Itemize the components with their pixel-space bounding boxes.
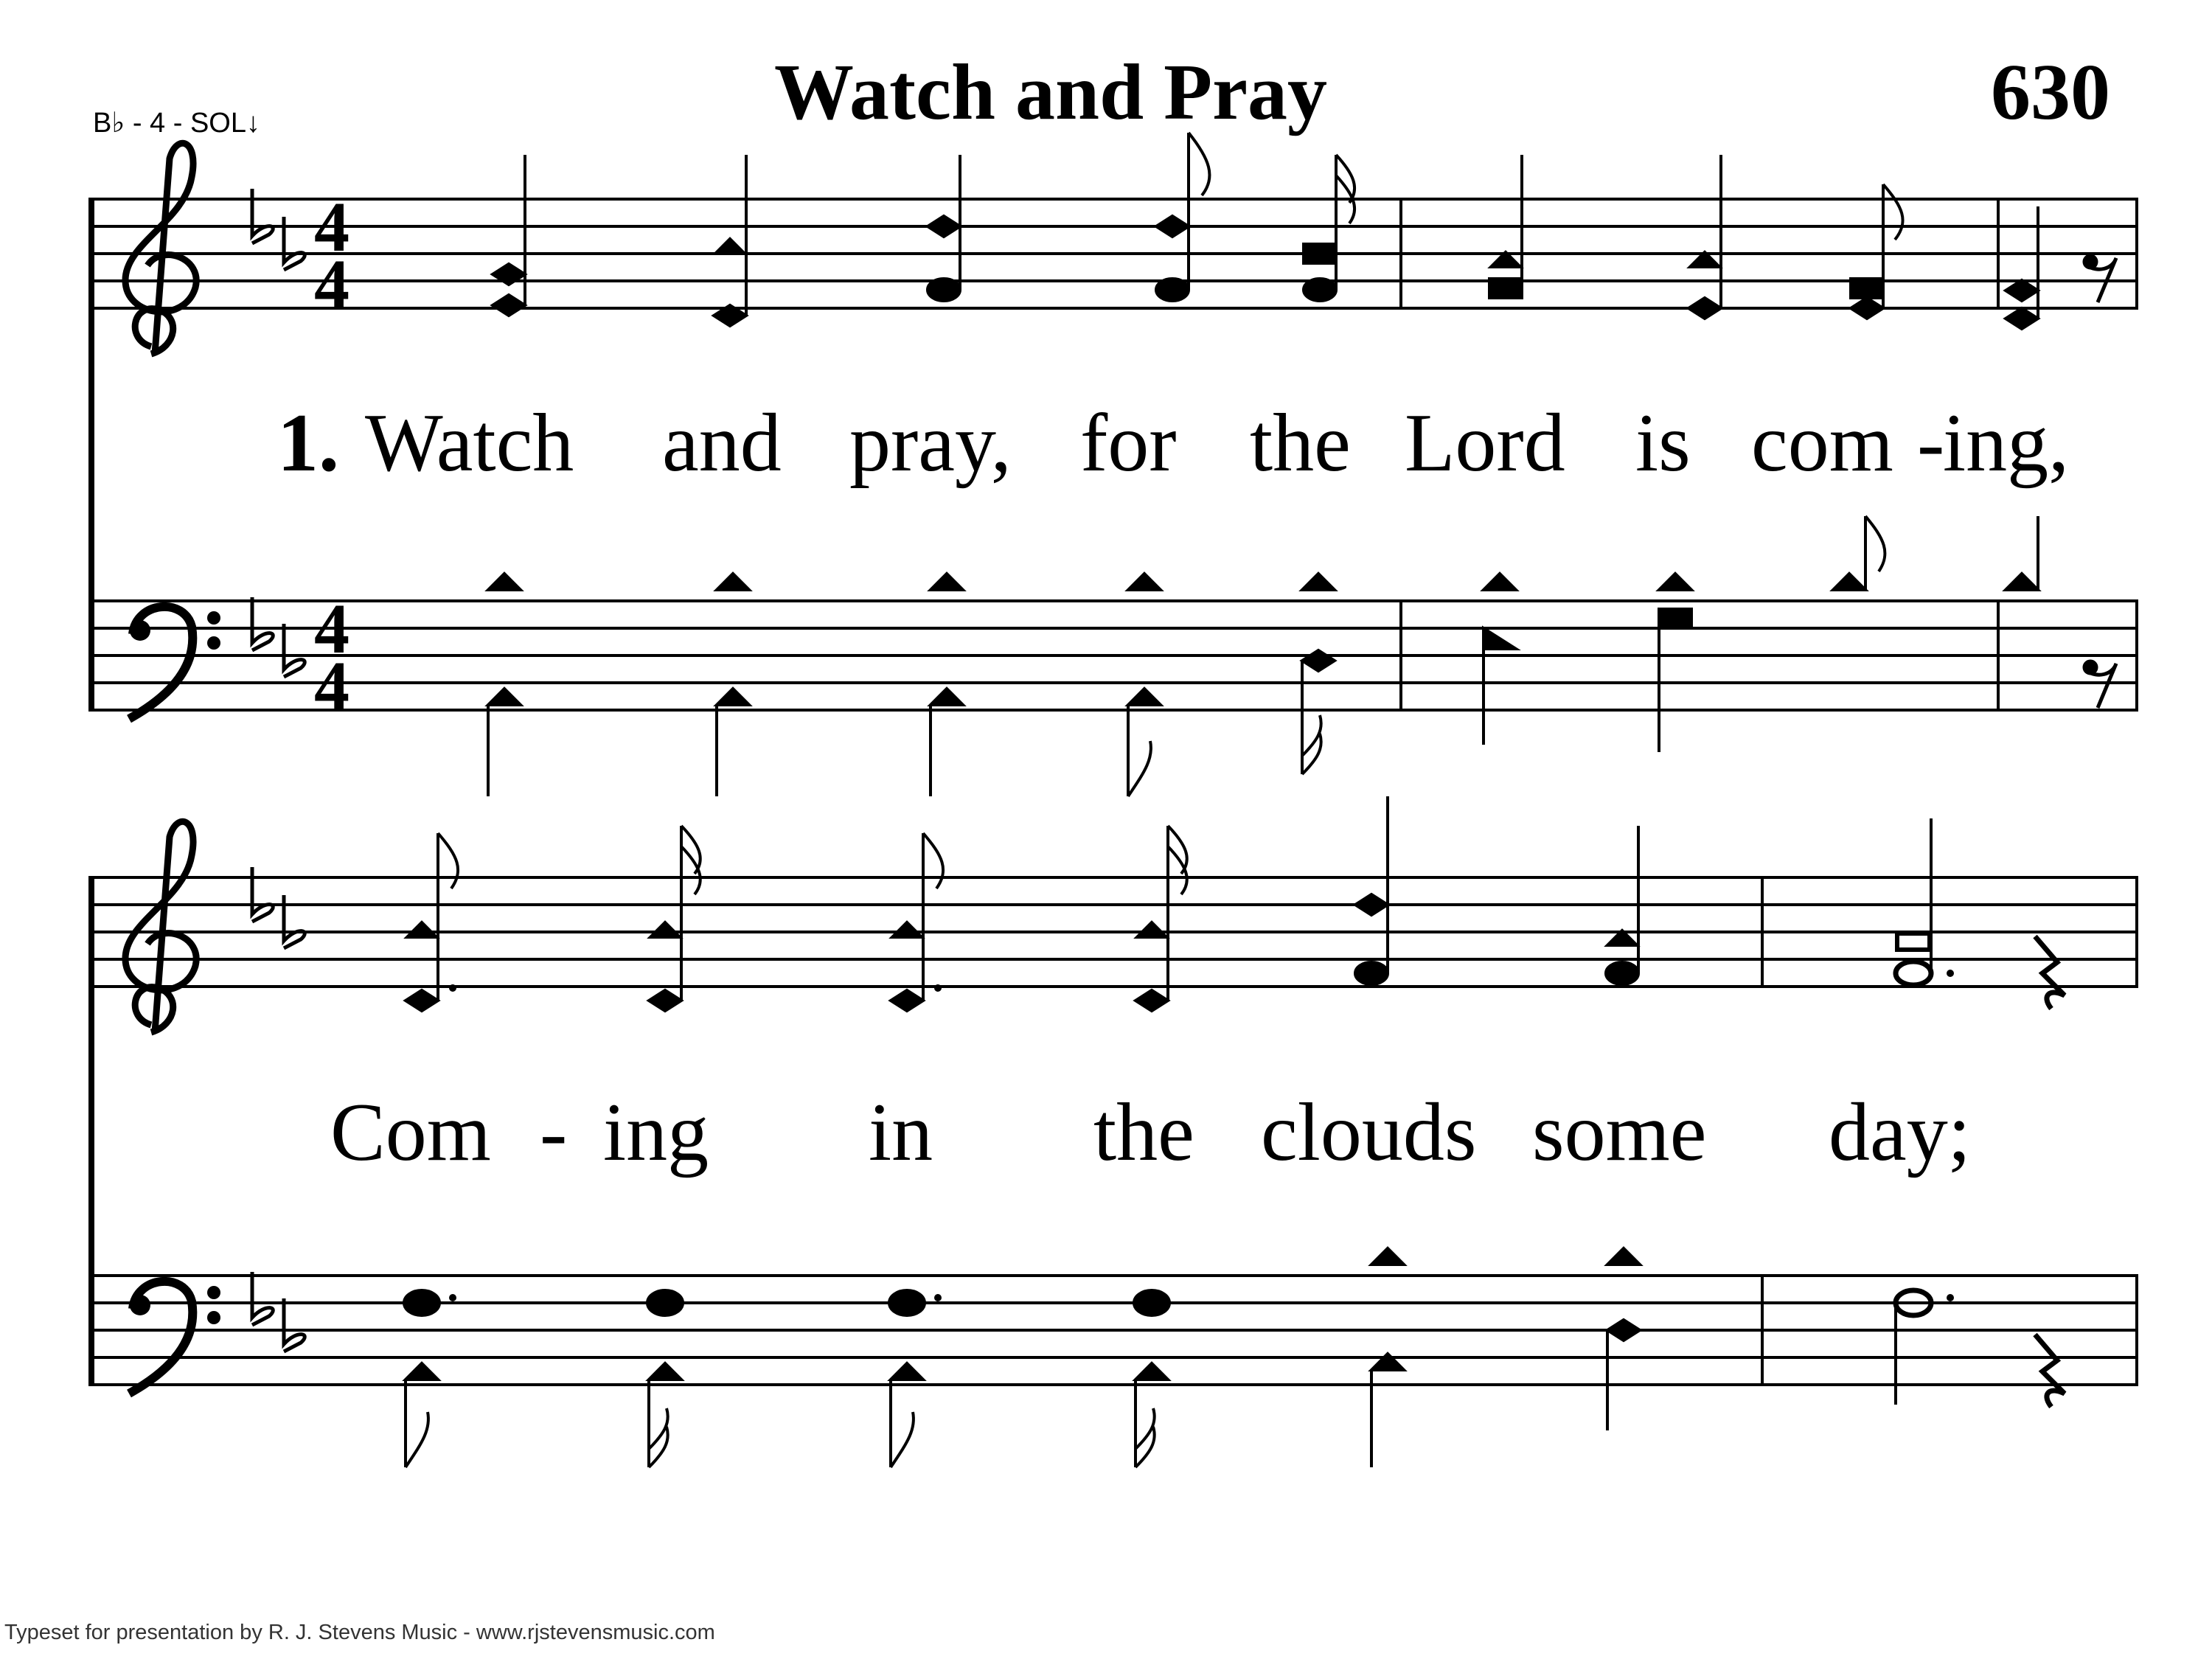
time-sig-top: 4 [314, 187, 349, 266]
lyric-com-2: Com [330, 1087, 491, 1178]
lyric-day: day; [1829, 1087, 1971, 1178]
lyric-hyphen: - [1917, 397, 1945, 489]
rests-1 [2084, 256, 2116, 708]
lyric-in: in [869, 1087, 933, 1178]
lyric-com: com [1751, 397, 1893, 489]
time-sig-bottom-bass: 4 [314, 647, 349, 726]
lyric-is: is [1635, 397, 1691, 489]
footer-credit: Typeset for presentation by R. J. Stevens Music - www.rjstevensmusic.com [4, 1621, 715, 1644]
treble-staff-1 [90, 199, 2138, 308]
treble-staff-2 [90, 877, 2138, 987]
treble-clef-1 [125, 143, 196, 354]
lyric-and: and [662, 397, 782, 489]
time-sig-bottom: 4 [314, 245, 349, 324]
bass-staff-2 [90, 1276, 2138, 1385]
hymn-number: 630 [1991, 49, 2110, 136]
lyric-ing: ing, [1943, 397, 2070, 489]
lyric-some: some [1532, 1087, 1707, 1178]
lyric-lord: Lord [1405, 397, 1565, 489]
rests-2 [2035, 936, 2065, 1407]
bass-clef-1 [129, 607, 220, 719]
treble-notes-1 [493, 133, 2038, 329]
bass-clef-2 [129, 1281, 220, 1394]
lyric-for: for [1080, 397, 1177, 489]
treble-clef-2 [125, 821, 196, 1032]
lyric-pray: pray, [849, 397, 1012, 489]
lyric-watch: Watch [365, 397, 574, 489]
lyric-hyphen-2: - [540, 1087, 568, 1178]
lyric-ing-2: ing [603, 1087, 709, 1178]
bass-staff-1 [90, 601, 2138, 710]
key-signature-flats-2 [252, 867, 305, 1352]
time-sig-top-bass: 4 [314, 589, 349, 668]
hymn-title: Watch and Pray [774, 49, 1328, 136]
key-info: B♭ - 4 - SOL↓ [93, 108, 260, 139]
lyric-clouds: clouds [1261, 1087, 1477, 1178]
lyric-the-2: the [1093, 1087, 1194, 1178]
verse-number: 1. [277, 397, 339, 489]
lyric-the: the [1250, 397, 1351, 489]
